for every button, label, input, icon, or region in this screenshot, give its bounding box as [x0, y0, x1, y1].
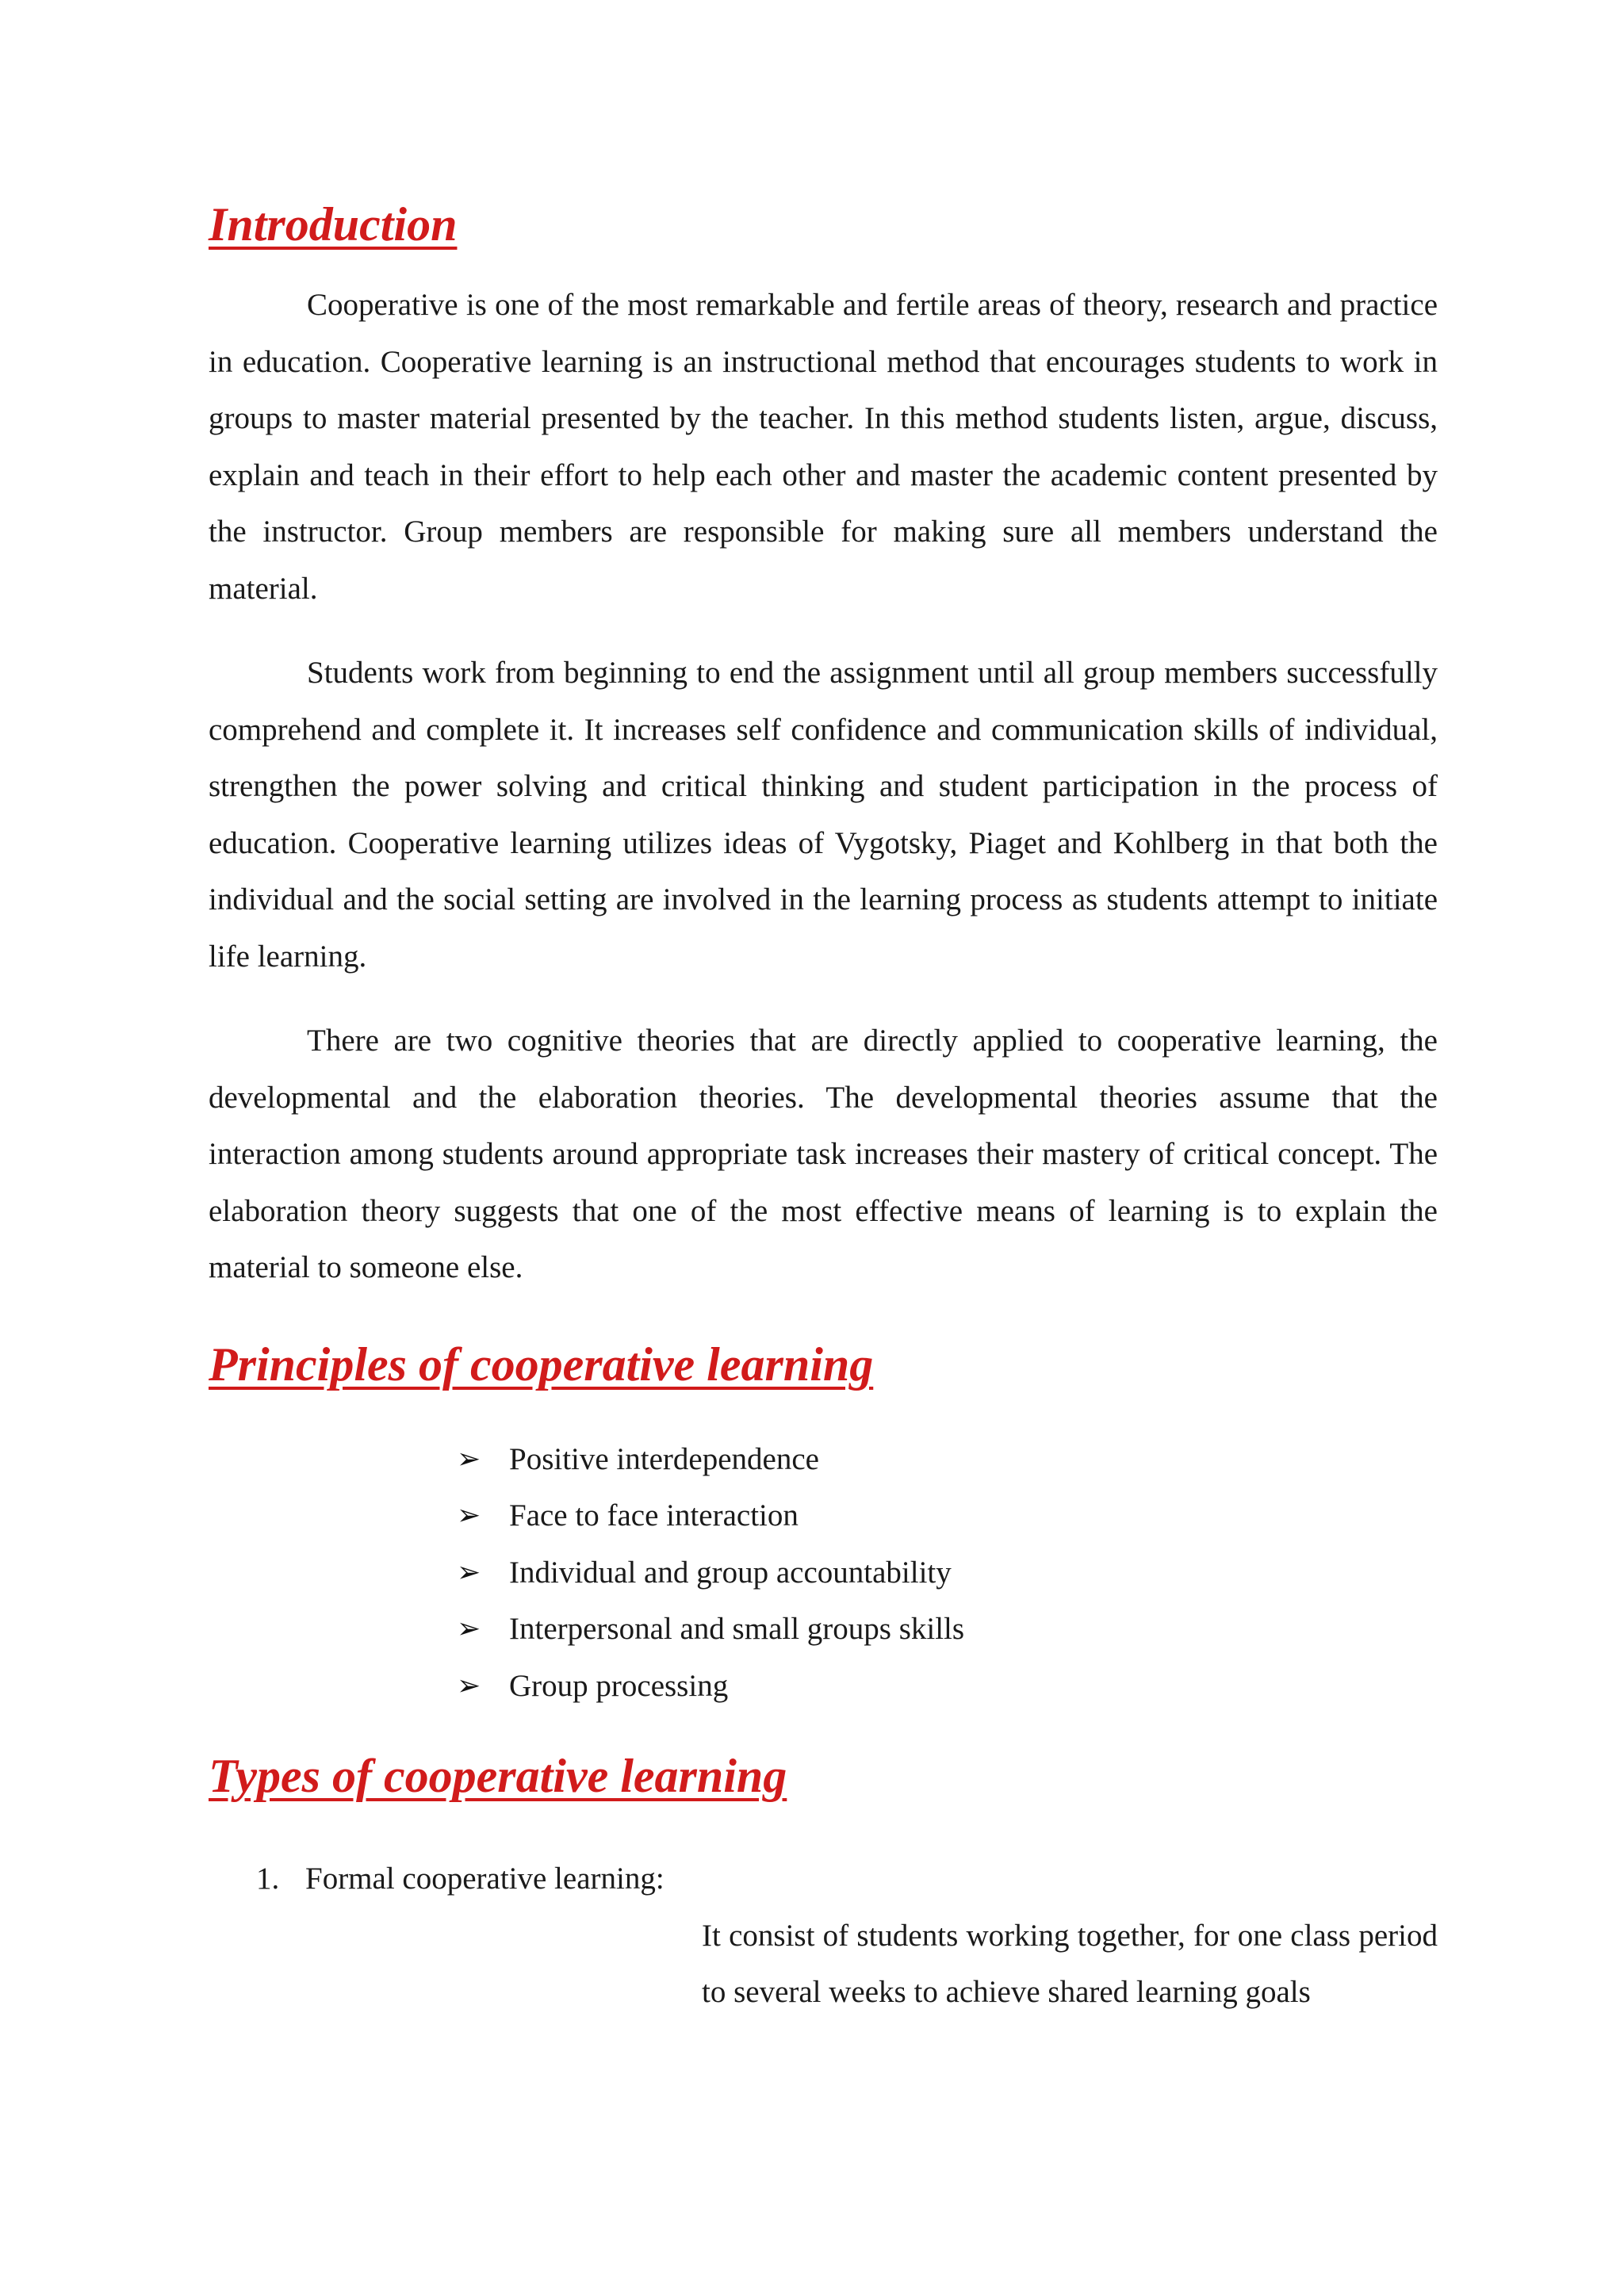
type-description: It consist of students working together, for one class period to several weeks to achieve shared learning goals — [702, 1918, 1438, 2009]
page-content — [209, 194, 1438, 2021]
introduction-paragraph-1: Cooperative is one of the most remarkable and fertile areas of theory, research and practice in education. Cooperative learning is an instructional method that encourages students to work in groups to master material presented by the teacher. In this method students listen, argue, discuss, explain and teach in their effort to help each other and master the academic content presented by the instructor. Group members are responsible for making sure all members understand the material. — [209, 288, 1438, 606]
list-item — [457, 1601, 1438, 1658]
introduction-heading: Introduction — [209, 198, 458, 251]
type-number: 1. — [256, 1862, 280, 1896]
principle-label: Positive interdependence — [509, 1441, 819, 1476]
list-item — [457, 1487, 1438, 1544]
list-item — [256, 1850, 1438, 1908]
list-item — [457, 1658, 1438, 1715]
principle-label: Interpersonal and small groups skills — [509, 1612, 965, 1646]
list-item — [457, 1431, 1438, 1488]
arrow-bullet-icon: ➢ — [457, 1499, 481, 1531]
arrow-bullet-icon: ➢ — [457, 1442, 481, 1475]
types-heading: Types of cooperative learning — [209, 1750, 787, 1802]
type-title: Formal cooperative learning: — [305, 1862, 665, 1896]
introduction-paragraph-2: Students work from beginning to end the assignment until all group members successfully comprehend and complete it. It increases self confidence and communication skills of individual, strengthen the power solving and critical thinking and student participation in the process of education. Cooperative learning utilizes ideas of Vygotsky, Piaget and Kohlberg in that both the individual and the social setting are involved in the learning process as students attempt to initiate life learning. — [209, 656, 1438, 974]
arrow-bullet-icon: ➢ — [457, 1556, 481, 1588]
list-item — [457, 1544, 1438, 1601]
introduction-paragraph-3: There are two cognitive theories that are directly applied to cooperative learning, the developmental and the elaboration theories. The developmental theories assume that the interaction among students around appropriate task increases their mastery of critical concept. The elaboration theory suggests that one of the most effective means of learning is to explain the material to someone else. — [209, 1024, 1438, 1284]
principles-heading: Principles of cooperative learning — [209, 1337, 874, 1391]
types-list — [209, 1850, 1438, 1908]
principle-label: Group processing — [509, 1668, 729, 1703]
principle-label: Individual and group accountability — [509, 1555, 952, 1590]
principle-label: Face to face interaction — [509, 1498, 799, 1533]
arrow-bullet-icon: ➢ — [457, 1613, 481, 1644]
arrow-bullet-icon: ➢ — [457, 1669, 481, 1701]
principles-list — [209, 1431, 1438, 1715]
